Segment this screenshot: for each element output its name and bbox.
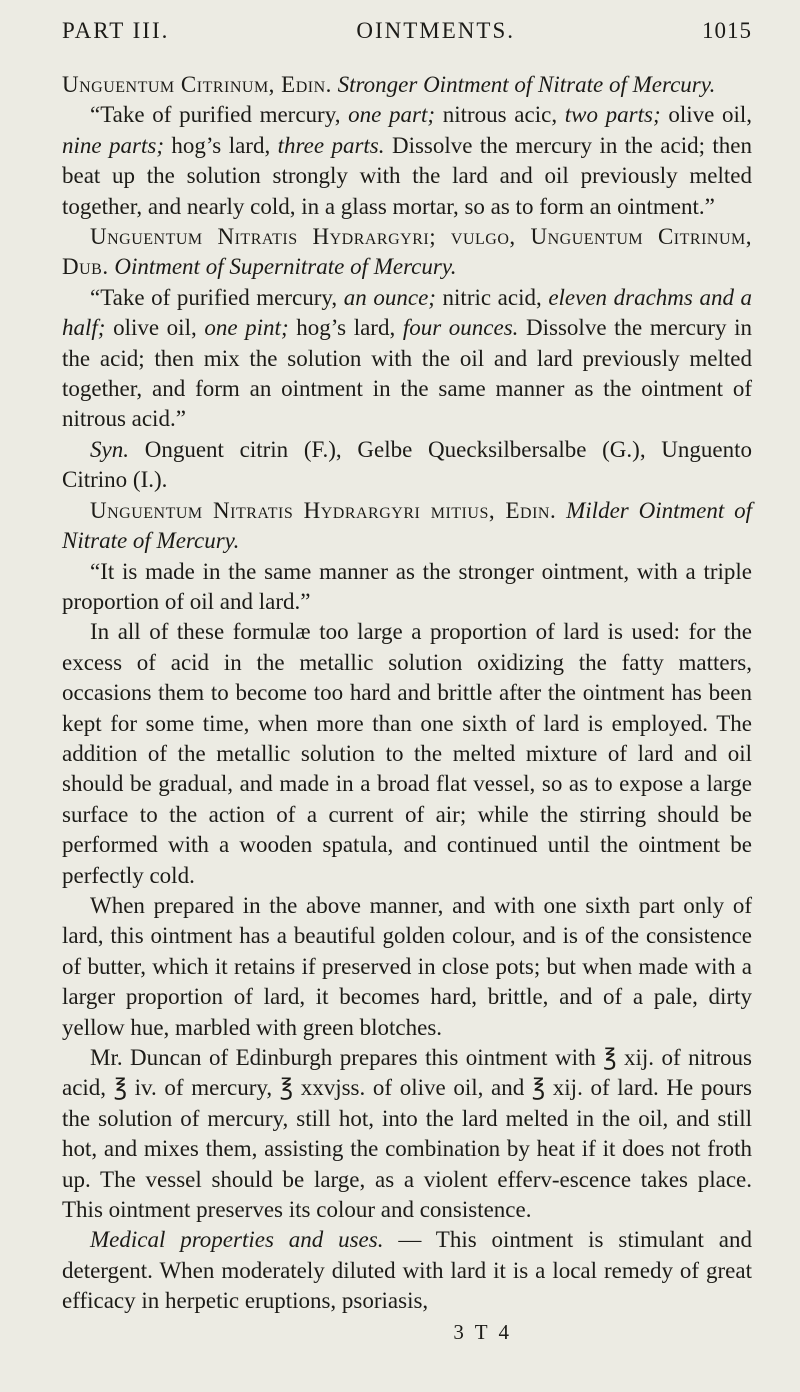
entry-title: Ointment of Supernitrate of Mercury. [114,254,457,280]
signature-mark: 3 T 4 [453,1319,512,1344]
synonyms-label: Syn. [90,436,129,462]
entry-unguentum-nitratis [62,222,752,283]
paragraph-medical [62,1225,752,1316]
synonyms [62,435,752,496]
recipe-quote [62,283,752,435]
section-label: Medical properties and uses. [90,1227,384,1253]
entry-title: Stronger Ointment of Nitrate of Mercury. [337,72,716,97]
quote-part: hog’s lard, [296,315,396,341]
quote-part: an ounce; [343,284,436,310]
quote-part: “Take of purified mercury, [90,284,338,310]
quote-part: Dissolve the mercury in the acid; then mix the solution with the oil and lard previously melted together, and form an ointment in the same manner as the ointment of nitrous acid.” [62,315,752,432]
entry-title: Milder Ointment of Nitrate of Mercury. [62,497,752,554]
synonyms-text: Onguent citrin (F.), Gelbe Quecksilbersalbe (G.), Unguento Citrino (I.). [62,436,753,493]
quote-part: one part; [348,102,436,128]
entry-name: Unguentum Citrinum, Edin. [62,72,332,97]
section-title: OINTMENTS. [356,18,515,43]
quote-part: “Take of purified mercury, [90,102,341,128]
paragraph: When prepared in the above manner, and with one sixth part only of lard, this ointment has a beautiful golden colour, and is of the consistence of butter, which it retains if preserved in close pots; but when made with a larger proportion of lard, it becomes hard, brittle, and of a pale, dirty yellow hue, marbled with green blotches. [62,892,752,1040]
entry-unguentum-mitius [62,496,752,557]
quote-part: nitric acid, [442,284,542,310]
entry-unguentum-citrinum [62,70,752,100]
quote-part: three parts. [277,132,385,158]
part-label: PART III. [62,18,170,43]
quote-part: Dissolve the mercury in the acid; then beat up the solution strongly with the lard and oil previously melted together, and nearly cold, in a glass mortar, so as to form an ointment.” [62,132,753,219]
paragraph: In all of these formulæ too large a proportion of lard is used: for the excess of acid in the metallic solution oxidizing the fatty matters, occasions them to become too hard and brittle after the ointment has been kept for some time, when more than one sixth of lard is employed. The addition of the metallic solution to the melted mixture of lard and oil should be gradual, and made in a broad flat vessel, so as to expose a large surface to the action of a current of air; while the stirring should be performed with a wooden spatula, and continued until the ointment be perfectly cold. [62,619,752,888]
quote-part: nitrous acic, [442,102,558,128]
entry-name: Unguentum Nitratis Hydrargyri; vulgo, Unguentum Citrinum, Dub. [62,224,752,280]
page-body [62,70,752,1347]
recipe-quote: “It is made in the same manner as the stronger ointment, with a triple proportion of oil and lard.” [62,558,752,614]
quote-part: eleven drachms and a half; [62,284,753,341]
quote-part: four ounces. [402,315,519,341]
paragraph: Mr. Duncan of Edinburgh prepares this ointment with ℥ xij. of nitrous acid, ℥ iv. of mercury, ℥ xxvjss. of olive oil, and ℥ xij. of lard. He pours the solution of mercury, still hot, into the lard melted in the oil, and still hot, and mixes them, assisting the combination by heat if it does not froth up. The vessel should be large, as a violent efferv-escence takes place. This ointment preserves its colour and consistence. [62,1045,752,1223]
recipe-quote [62,100,752,222]
page-number: 1015 [701,18,752,43]
quote-part: olive oil, [113,315,197,341]
quote-part: one pint; [204,315,289,341]
quote-part: olive oil, [668,102,753,128]
quote-part: two parts; [564,102,661,128]
section-text: — This ointment is stimulant and detergent. When moderately diluted with lard it is a local remedy of great efficacy in herpetic eruptions, psoriasis, [62,1227,753,1314]
quote-part: nine parts; [62,132,164,158]
quote-part: hog’s lard, [171,132,271,158]
running-header [62,18,752,44]
entry-name: Unguentum Nitratis Hydrargyri mitius, Edin. [90,497,557,523]
